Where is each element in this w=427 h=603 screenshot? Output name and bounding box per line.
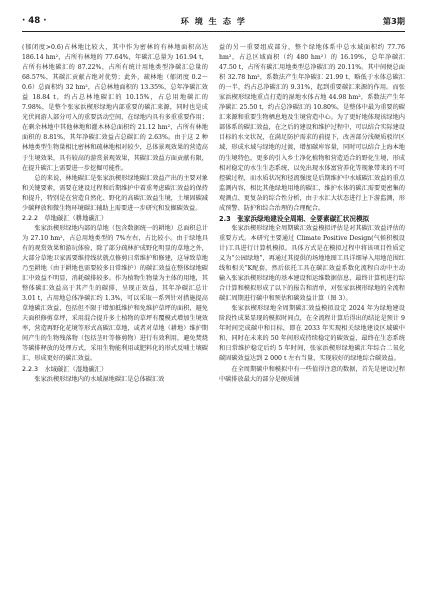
journal-title: 环 境 生 态 学: [180, 16, 247, 26]
page-header: [22, 13, 405, 32]
body-paragraph: 在全周期碳中和模拟中有一些值得注意的数据，首先是建设过程中碳排放最大的部分是硬质铺: [219, 365, 405, 383]
body-paragraph: 张家浜楔形绿地全周期碳汇效益模拟评估是对其碳汇效益评估的重要方式。本研究主要通过 Climate Positive Design(气候积极设计)工具进行计算机模拟。具体方式是在模拟过程中将该项目性质定义为“公园绿地”，再通过其提供的场地地图工具详细导入用地范围红线和相关“K配套，然后依托工具在碳汇效益系数化流程自动中主动输入张家浜楔形绿地的基本建设和运维数据信息，最终计算机进行综合计算和模拟形成了以下的报告和清单，对张家浜楔形绿地的全流程碳汇周期进行碳中和预估和碳效益计算（图 3）。: [219, 224, 405, 303]
left-column: [22, 43, 208, 385]
subsection-heading: 2.2.3 水域碳汇（湿地碳汇）: [22, 365, 108, 373]
body-paragraph: 张家浜楔形绿地内部的草地（包含数据统一的耕地）总面积总计为 27.10 hm²，占总用地类型的 7%左右，占比较小。由于绿地具有的观赏效果和游玩体验，除了部分疏林护成野化明显的草地之外，大部分草地卫家需要维持线状就点修剪日常维护和修建，这导致草地乃至耕地（由于耕地也需要较多日常维护）的碳汇效益在整体绿地碳汇中效益不明显，消耗碳排较多。作为植物生物量为主体的用地，其整体碳汇效益高于其产生的碳排，呈现正效益，其年净碳汇总计 3.01 t，占用地总体净碳汇约 1.3%，可以采取一系列针对措施提高草地碳汇效益，包括但不限于增加抵维护和免维护草坪的面积，避免夫面积修剪草坪，采用混合提升多土植物的草坪有覆模式增加生境效率，营造再野化花境等形式高碳汇草地，或者对草地（耕地）维护期间产生的生物残落物（包括茎叶等修剪物）进行有效利用，避免焚烧等碳排释放的处理方式，采用生物能利用或肥料化的形式反哺土壤碳汇，形成更好的碳汇效益。: [22, 224, 208, 363]
section-heading: 2.3 张家浜绿地建设全周期、全要素碳汇状况模拟: [219, 214, 370, 223]
page-number: · 48 ·: [22, 16, 47, 26]
right-column: [219, 43, 405, 385]
issue-number: 第3期: [382, 16, 405, 26]
subsection-heading: 2.2.2 草地碳汇（耕地碳汇）: [22, 214, 108, 222]
body-paragraph: (郁闭度>0.6)占林地比较大，其中作为密林的有林地面积高达 186.14 hm²，占所有林地的 77.64%，年碳汇总量为 161.94 t，占所有林地碳汇的 87.22%，占所有统计用地类型净碳汇总量的 68.57%，其碳汇贡献占绝对优势；此外，疏林地（郁闭度 0.2～0.6）总面积约 32 hm²，占总林地面积的 13.35%，总年净碳汇效益 18.84 t，约占总林地碳汇的 10.15%，占总用地碳汇的 7.98%，是整个张家浜楔形绿地内部重要的碳汇来源，同时也是成光伏间游人部分可入的重要活动空间，在绿地内具有多重重要作用；在剩余林地中其他林地和灌木林总面积约 21.12 hm²，占所有林地面积的 8.81%，其年净碳汇效益占总碳汇的 2.63%。由于这 2 种林地类型生物量相比密林和疏林地相对较少，总体景观效果的营造高于生境效果，具有较高的游赏景观效果，其碳汇效益方面贡献有限，在提升碳汇上需要进一步挖掘可能性。: [22, 44, 208, 172]
body-paragraph: 张家浜楔形绿地内的水域湿地碳汇是总体碳汇效: [34, 375, 165, 383]
body-paragraph: 张家浜楔形绿地全周期碳汇效益模拟设定 2024 年为绿地建设阶段性成果显现的模拟时间点，在全流程计算后得出的结论是预计 9 年时间完成碳中和目标，即在 2033 年实现相关绿地建设区域碳中和，同时在未来的 50 年间形成持续稳定的碳效益，最终在生态系统和日常维护稳定后约 5 年时间，张家浜楔形绿地碳汇年综合二氧化碳固碳效益达到 2 000 t 左右当量，实现较好的绿地综合碳效益。: [219, 305, 405, 363]
body-paragraph: 总的来说，林地碳汇是张家浜楔形绿地碳汇效益产出的主要对象和关键要素，需要在建设过程和后期维护中着重考虑碳汇效益的保持和提升，特别是在营造自然化、野化的高碳汇效益生境，土壤固碳减少碳释放和微生物环境碳汇辅助上需要进一步研究和发掘碳效益。: [22, 174, 208, 212]
body-paragraph: 益的另一重要组成部分，整个绿地体系中总水域面积约 77.76 hm²，占总区域面积（约 480 hm²）的 16.19%，总年净碳汇 47.50 t，占所有碳汇用地类型总净碳汇的 20.11%。其中间便总面积 32.78 hm²，系数法产生年净碳汇 21.99 t，略低于水体总碳汇的一半，约占总净碳汇的 9.31%，起到重要碳汇来源的作用。而张家浜楔形绿地重点打造的湿地水体占地 44.98 hm²，系数法产生年净碳汇 25.50 t，约占总净碳汇的 10.80%，是整体中最为重要的碳汇来源和重要生物栖息地及生境营造中心。为了更好地体现该绿地内部体系的碳汇效益，在之后的建设和维护过程中，可以结合实际建设目标的水文状况，在满足防护需求的前提下，改善部分浅硬质驳岸区域，形成水域与绿地的过渡，增加碳库容量，同时可以结合上海本地的生境特色，更多的引入乡土净化植物和营造适合的野化生境，形成相对稳定的水生生态系统，以免出现水体富营养化等现象带来的不可控碳过程，而水质状况和径流强度是后期维护中水域碳汇效益的重点监测内容，相比其他绿地用地的碳汇，维护水体的碳汇需要更密集的观测点、更复杂的综合性分析，由于水汇大状态进行上下游监测，形成预警、防护和综合治理的合理配合。: [219, 44, 405, 212]
